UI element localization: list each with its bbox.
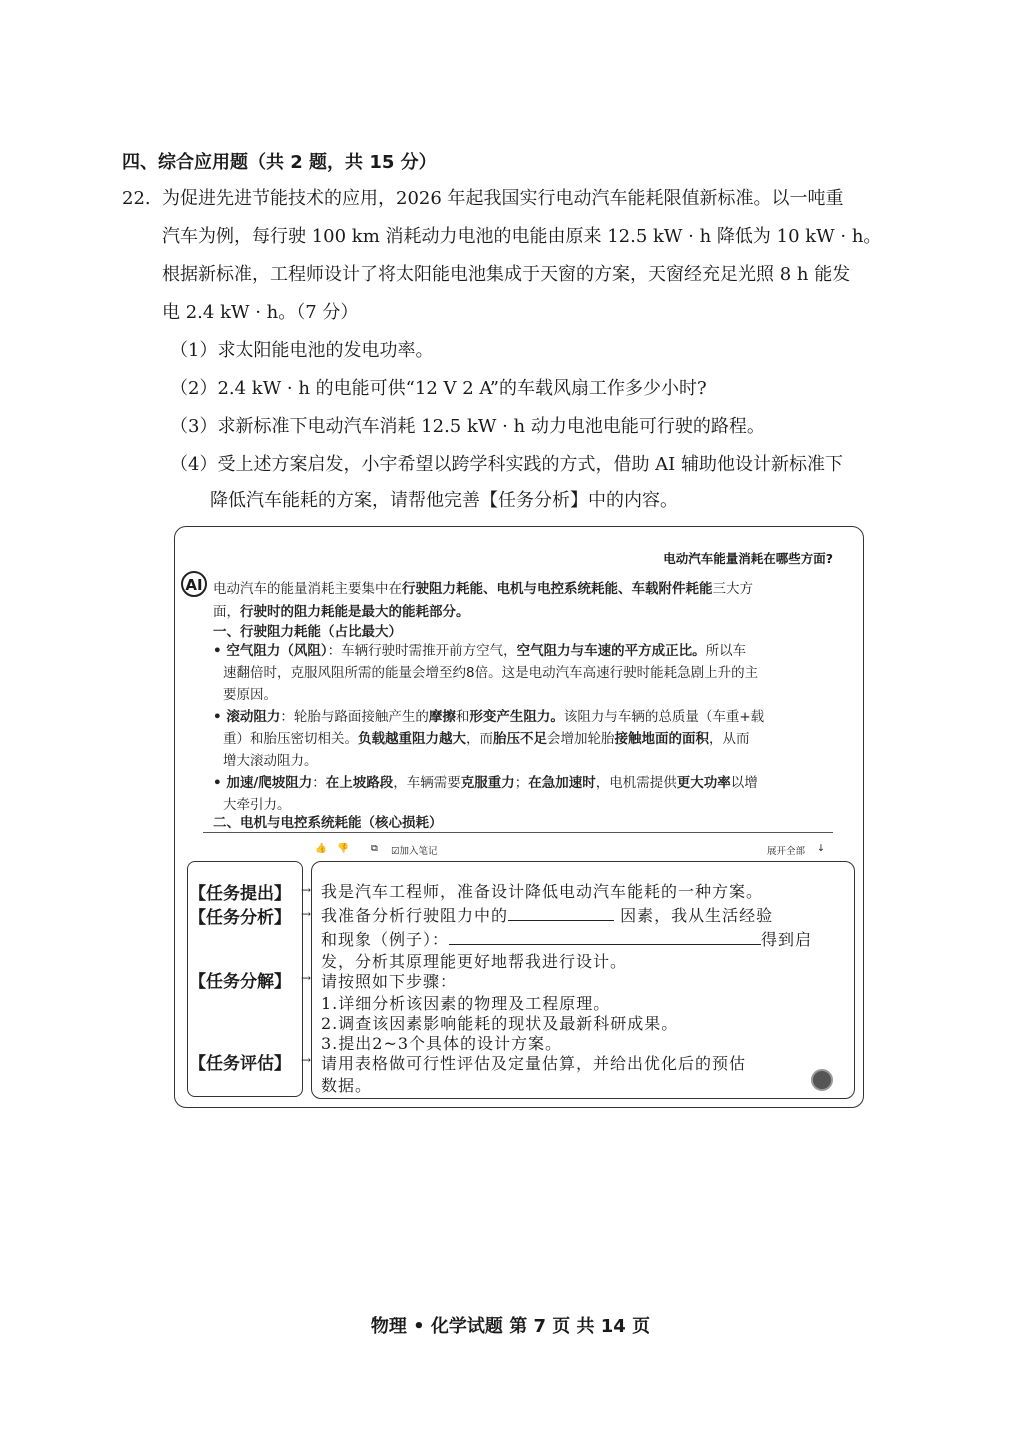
arrow-icon: → (301, 883, 312, 897)
ai-bullet-air-line-3: 要原因。 (223, 687, 277, 703)
ai-bullet-rolling-line-2: 重）和胎压密切相关。负载越重阻力越大，而胎压不足会增加轮胎接触地面的面积，从而 (223, 731, 750, 747)
question-line-3: 根据新标准，工程师设计了将太阳能电池集成于天窗的方案，天窗经充足光照 8 h 能发 (162, 264, 851, 285)
task-label-decompose: 【任务分解】 (189, 972, 291, 992)
ai-heading-1: 一、行驶阻力耗能（占比最大） (213, 624, 402, 640)
thumbs-up-icon[interactable]: 👍 (315, 843, 327, 854)
expand-all-button[interactable]: 展开全部 (767, 846, 806, 857)
task-step-2: 2.调查该因素影响能耗的现状及最新科研成果。 (321, 1014, 679, 1033)
add-note-button[interactable]: ☑加入笔记 (391, 846, 438, 857)
ai-user-question: 电动汽车能量消耗在哪些方面? (663, 551, 833, 566)
task-step-1: 1.详细分析该因素的物理及工程原理。 (321, 994, 611, 1013)
factor-blank[interactable] (508, 906, 614, 921)
ai-answer-line-1: 电动汽车的能量消耗主要集中在行驶阻力耗能、电机与电控系统耗能、车载附件耗能三大方 (213, 581, 753, 597)
copy-icon[interactable]: ⧉ (371, 843, 378, 854)
arrow-icon: → (301, 907, 312, 921)
question-line-1: 为促进先进节能技术的应用，2026 年起我国实行电动汽车能耗限值新标准。以一吨重 (162, 188, 844, 209)
task-label-evaluate: 【任务评估】 (189, 1054, 291, 1074)
question-line-2: 汽车为例，每行驶 100 km 消耗动力电池的电能由原来 12.5 kW · h 降低为 10 kW · h。 (162, 226, 882, 247)
ai-answer-line-2: 面，行驶时的阻力耗能是最大的能耗部分。 (213, 604, 470, 620)
page-footer: 物理 • 化学试题 第 7 页 共 14 页 (370, 1316, 651, 1337)
task-evaluate-line-1: 请用表格做可行性评估及定量估算，并给出优化后的预估 (321, 1054, 747, 1073)
ai-bullet-air-line-2: 速翻倍时，克服风阻所需的能量会增至约8倍。这是电动汽车高速行驶时能耗急剧上升的主 (223, 665, 759, 681)
ai-bullet-rolling-line-3: 增大滚动阻力。 (223, 753, 318, 769)
task-evaluate-line-2: 数据。 (321, 1076, 373, 1095)
task-decompose-intro: 请按照如下步骤： (321, 972, 458, 991)
arrow-icon: → (301, 971, 312, 985)
ai-heading-2: 二、电机与电控系统耗能（核心损耗） (213, 815, 443, 831)
question-line-4: 电 2.4 kW · h。（7 分） (162, 302, 359, 323)
ai-logo-icon: AI (181, 571, 207, 597)
task-propose-text: 我是汽车工程师，准备设计降低电动汽车能耗的一种方案。 (321, 882, 764, 901)
task-analyze-line-1: 我准备分析行驶阻力中的 因素，我从生活经验 (321, 906, 774, 925)
divider (203, 832, 833, 833)
subquestion-3: （3）求新标准下电动汽车消耗 12.5 kW · h 动力电池电能可行驶的路程。 (170, 416, 765, 437)
task-label-analyze: 【任务分析】 (189, 908, 291, 928)
task-analyze-line-2: 和现象（例子）： 得到启 (321, 930, 813, 949)
arrow-icon: → (301, 1053, 312, 1067)
thumbs-down-icon[interactable]: 👎 (337, 843, 349, 854)
ai-bullet-air-resistance: • 空气阻力（风阻）：车辆行驶时需推开前方空气，空气阻力与车速的平方成正比。所以车 (213, 643, 747, 659)
chevron-down-icon[interactable]: ↓ (817, 843, 825, 854)
task-label-propose: 【任务提出】 (189, 884, 291, 904)
send-icon[interactable] (811, 1069, 833, 1091)
subquestion-1: （1）求太阳能电池的发电功率。 (170, 340, 434, 361)
task-step-3: 3.提出2~3个具体的设计方案。 (321, 1034, 563, 1053)
subquestion-4-continued: 降低汽车能耗的方案，请帮他完善【任务分析】中的内容。 (210, 490, 678, 511)
subquestion-2: （2）2.4 kW · h 的电能可供“12 V 2 A”的车载风扇工作多少小时? (170, 378, 707, 399)
example-blank[interactable] (449, 930, 761, 945)
ai-bullet-rolling-resistance: • 滚动阻力：轮胎与路面接触产生的摩擦和形变产生阻力。该阻力与车辆的总质量（车重+载 (213, 709, 765, 725)
task-analyze-line-3: 发，分析其原理能更好地帮我进行设计。 (321, 952, 628, 971)
subquestion-4: （4）受上述方案启发，小宇希望以跨学科实践的方式，借助 AI 辅助他设计新标准下 (170, 454, 844, 475)
section-title: 四、综合应用题（共 2 题，共 15 分） (122, 152, 437, 173)
question-number: 22. (122, 188, 151, 209)
ai-chat-panel (174, 526, 864, 1108)
ai-bullet-acceleration-line-2: 大牵引力。 (223, 797, 291, 813)
ai-bullet-acceleration: • 加速/爬坡阻力：在上坡路段，车辆需要克服重力；在急加速时，电机需提供更大功率以增 (213, 775, 758, 791)
